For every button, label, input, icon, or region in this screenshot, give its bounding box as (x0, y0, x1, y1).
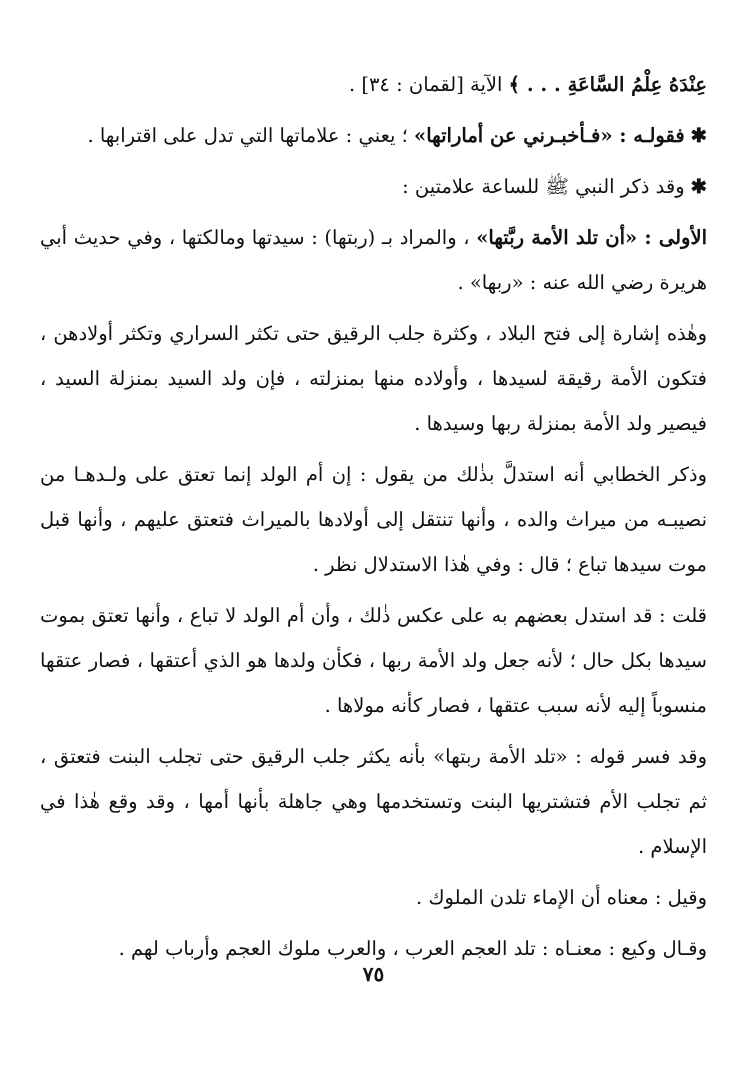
paragraph-lead: الأولى : «أن تلد الأمة ربَّتها» (476, 226, 707, 249)
star-bullet-icon: ✱ (690, 124, 707, 147)
paragraph-waki: وقـال وكيع : معنـاه : تلد العجم العرب ، والعرب ملوك العجم وأرباب لهم . (118, 937, 707, 960)
paragraph-signs (40, 113, 707, 158)
star-bullet-icon: ✱ (690, 175, 707, 198)
paragraph-lead: فقولـه : «فـأخبـرني عن أماراتها» (414, 124, 685, 147)
paragraph-interpretation: وقد فسر قوله : «تلد الأمة ربتها» بأنه يكثر جلب الرقيق حتى تجلب البنت فتعتق ، ثم تجلب الأم فتشتريها البنت وتستخدمها وهي جاهلة بأنها أمها ، وقد وقع هٰذا في الإسلام . (40, 745, 707, 858)
verse-quote: عِنْدَهُ عِلْمُ السَّاعَةِ . . . ﴾ (508, 73, 707, 96)
paragraph-khattabi: وذكر الخطابي أنه استدلَّ بذٰلك من يقول : إن أم الولد إنما تعتق على ولـدهـا من نصيبـه من ميراث والده ، وأنها تنتقل إلى أولادها بالميراث فتعتق عليهم ، وأنها قبل موت سيدها تباع ؛ قال : وفي هٰذا الاستدلال نظر . (40, 463, 707, 576)
paragraph-first-sign (40, 215, 707, 305)
paragraph-conquest: وهٰذه إشارة إلى فتح البلاد ، وكثرة جلب الرقيق حتى تكثر السراري وتكثر أولادهن ، فتكون الأمة رقيقة لسيدها ، وأولاده منها بمنزلته ، فإن ولد السيد بمنزلة السيد ، فيصير ولد الأمة بمنزلة ربها وسيدها . (40, 322, 707, 435)
paragraph-two-signs (40, 164, 707, 209)
paragraph-text: ؛ يعني : علاماتها التي تدل على اقترابها . (87, 124, 415, 147)
page-number: ٧٥ (362, 962, 385, 986)
paragraph-text: وقد ذكر النبي ﷺ للساعة علامتين : (402, 175, 685, 198)
paragraph-text: ، والمراد بـ (ربتها) : سيدتها ومالكتها ، وفي حديث أبي هريرة رضي الله عنه : «ربها» . (40, 226, 707, 294)
paragraph-kings: وقيل : معناه أن الإماء تلدن الملوك . (416, 886, 707, 909)
verse-line (40, 62, 707, 107)
paragraph-opinion: قلت : قد استدل بعضهم به على عكس ذٰلك ، وأن أم الولد لا تباع ، وأنها تعتق بموت سيدها بكل حال ؛ لأنه جعل ولد الأمة ربها ، فكأن ولدها هو الذي أعتقها ، فصار عتقها منسوباً إليه لأنه سبب عتقها ، فصار كأنه مولاها . (40, 604, 707, 717)
verse-reference: الآية [لقمان : ٣٤] . (348, 73, 509, 96)
